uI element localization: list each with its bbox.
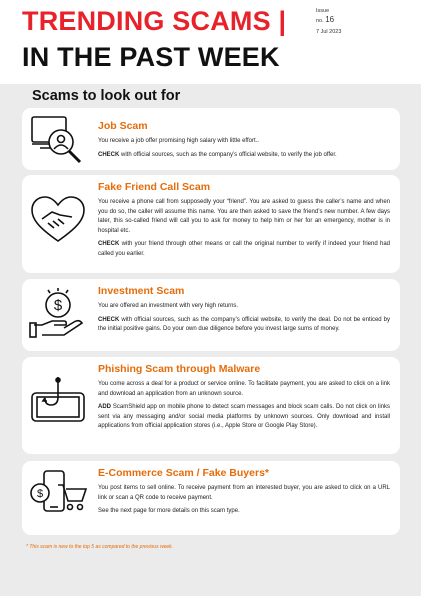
scam-card-fake-friend	[22, 175, 400, 273]
action-keyword: CHECK	[98, 316, 120, 323]
svg-text:$: $	[36, 488, 44, 500]
scam-desc: You come across a deal for a product or service online. To facilitate payment, you are asked to click on a link and download an application from an unknown source.	[98, 381, 390, 397]
action-keyword: ADD	[98, 404, 111, 411]
scam-card-ecommerce	[22, 461, 400, 535]
action-text: with official sources, such as the company’s official website, to verify the job offer.	[119, 151, 337, 158]
action-text: with official sources, such as the company’s official website, to verify the deal. Do not be enticed by the initial positive gains. Do your own due diligence before you invest large sums of money.	[98, 316, 390, 333]
scam-card-job	[22, 108, 400, 170]
scam-name: Phishing Scam through Malware	[98, 363, 261, 375]
scam-name: Fake Friend Call Scam	[98, 181, 211, 193]
scam-card-phishing	[22, 357, 400, 454]
action-text: See the next page for more details on this scam type.	[98, 508, 240, 515]
scam-text	[98, 363, 390, 436]
action-text: ScamShield app on mobile phone to detect scam messages and block scam calls. Do not click on links sent via any messaging and/or social media platforms by unknown sources. Only download and install applications from official application stores (i.e., Apple Store or Google Play Store).	[98, 404, 390, 430]
issue-info	[316, 8, 341, 36]
scam-action	[98, 403, 390, 432]
scam-name: Investment Scam	[98, 285, 185, 297]
scam-name: Job Scam	[98, 120, 148, 132]
issue-number-prefix: no.	[316, 17, 324, 24]
magnifier-person-icon	[28, 112, 88, 166]
scam-action	[98, 151, 390, 161]
header	[0, 0, 421, 84]
svg-text:$: $	[53, 297, 63, 314]
title-line-1: TRENDING SCAMS |	[22, 6, 287, 36]
scam-desc: You post items to sell online. To receive payment from an interested buyer, you are asked to click on a URL link or scan a QR code to receive payment.	[98, 485, 390, 501]
scam-desc: You are offered an investment with very high returns.	[98, 303, 239, 309]
scam-action	[98, 316, 390, 335]
section-title: Scams to look out for	[32, 88, 181, 104]
action-text: with your friend through other means or call the original number to verify if indeed your friend had called you earlier.	[98, 241, 390, 257]
issue-number	[316, 15, 341, 25]
issue-number-value: 16	[325, 14, 335, 24]
phone-hook-icon	[28, 377, 88, 431]
scam-text	[98, 120, 390, 164]
issue-date: 7 Jul 2023	[316, 28, 342, 35]
scam-card-investment	[22, 279, 400, 351]
issue-label: Issue	[316, 8, 330, 14]
phone-cart-icon	[28, 467, 88, 521]
action-keyword: CHECK	[98, 241, 120, 248]
action-keyword: CHECK	[98, 151, 120, 158]
heart-handshake-icon	[28, 193, 88, 247]
scam-desc: You receive a phone call from supposedly your “friend”. You are asked to guess the caller’s name and when you do so, the caller will assume this name. You are then asked to save the friend’s new number. A few days later, this so-called friend will call you to ask for money to help him or her for an emergency, mother is in hospital etc.	[98, 199, 390, 234]
footnote: * This scam is new to the top 5 as compared to the previous week.	[26, 544, 174, 550]
scam-action	[98, 507, 390, 517]
scam-text	[98, 467, 390, 521]
scam-text	[98, 285, 390, 339]
coin-hand-icon	[28, 287, 88, 341]
scam-action	[98, 240, 390, 259]
title-line-2: IN THE PAST WEEK	[22, 42, 280, 72]
scam-desc: You receive a job offer promising high salary with little effort..	[98, 138, 259, 144]
scam-text	[98, 181, 390, 264]
scam-name: E-Commerce Scam / Fake Buyers*	[98, 467, 269, 479]
